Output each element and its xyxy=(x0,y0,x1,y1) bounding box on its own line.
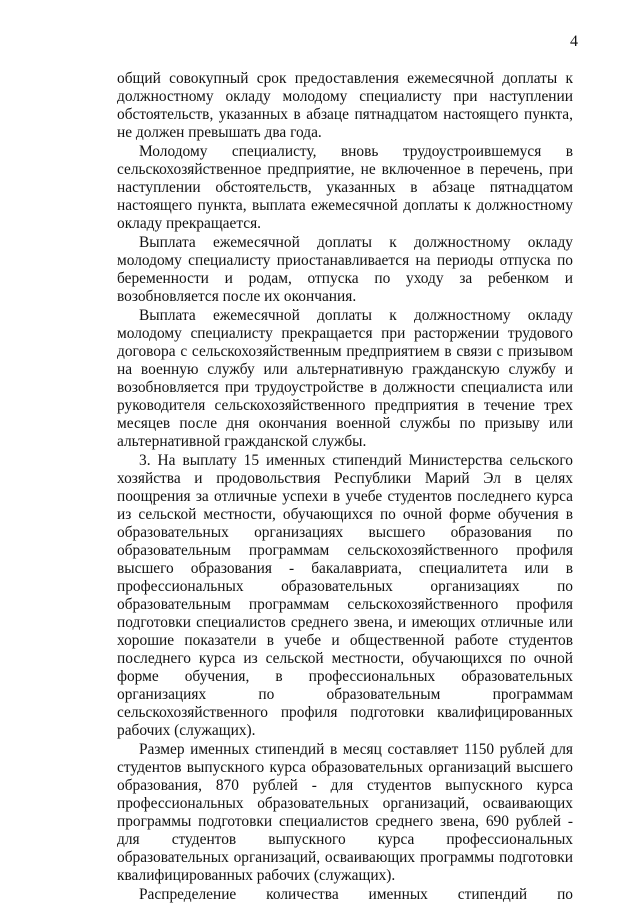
paragraph-termination: Выплата ежемесячной доплаты к должностному окладу молодому специалисту прекращается при расторжении трудового договора с сельскохозяйственным предприятием в связи с призывом на военную службу или альтернативную гражданскую службу и возобновляется при трудоустройстве в должности специалиста или руководителя сельскохозяйственного предприятия в течение трех месяцев после дня окончания военной службы по призыву или альтернативной гражданской службы. xyxy=(117,307,573,450)
paragraph-duration-limit: общий совокупный срок предоставления ежемесячной доплаты к должностному окладу молодому специалисту при наступлении обстоятельств, указанных в абзаце пятнадцатом настоящего пункта, не должен превышать два года. xyxy=(117,70,573,141)
paragraph-new-employment: Молодому специалисту, вновь трудоустроившемуся в сельскохозяйственное предприятие, не включенное в перечень, при наступлении обстоятельств, указанных в абзаце пятнадцатом настоящего пункта, выплата ежемесячной доплаты к должностному окладу прекращается. xyxy=(117,143,573,232)
paragraph-scholarships: 3. На выплату 15 именных стипендий Министерства сельского хозяйства и продовольствия Республики Марий Эл в целях поощрения за отличные успехи в учебе студентов последнего курса из сельской местности, обучающихся по очной форме обучения в образовательных организациях высшего образования по образовательным программам сельскохозяйственного профиля высшего образования - бакалавриата, специалитета или в профессиональных образовательных организациях по образовательным программам сельскохозяйственного профиля подготовки специалистов среднего звена, и имеющих отличные или хорошие показатели в учебе и общественной работе студентов последнего курса из сельской местности, обучающихся по очной форме обучения, в профессиональных образовательных организациях по образовательным программам сельскохозяйственного профиля подготовки квалифицированных рабочих (служащих). xyxy=(117,452,573,739)
paragraph-scholarship-amount: Размер именных стипендий в месяц составляет 1150 рублей для студентов выпускного курса образовательных организаций высшего образования, 870 рублей - для студентов выпускного курса профессиональных образовательных организаций, осваивающих программы подготовки специалистов среднего звена, 690 рублей - для студентов выпускного курса профессиональных образовательных организаций, осваивающих программы подготовки квалифицированных рабочих (служащих). xyxy=(117,741,573,884)
document-body xyxy=(117,70,573,904)
paragraph-distribution: Распределение количества именных стипендий по xyxy=(139,886,573,903)
page-number: 4 xyxy=(570,33,578,50)
paragraph-suspension: Выплата ежемесячной доплаты к должностному окладу молодому специалисту приостанавливается на периоды отпуска по беременности и родам, отпуска по уходу за ребенком и возобновляется после их окончания. xyxy=(117,234,573,305)
